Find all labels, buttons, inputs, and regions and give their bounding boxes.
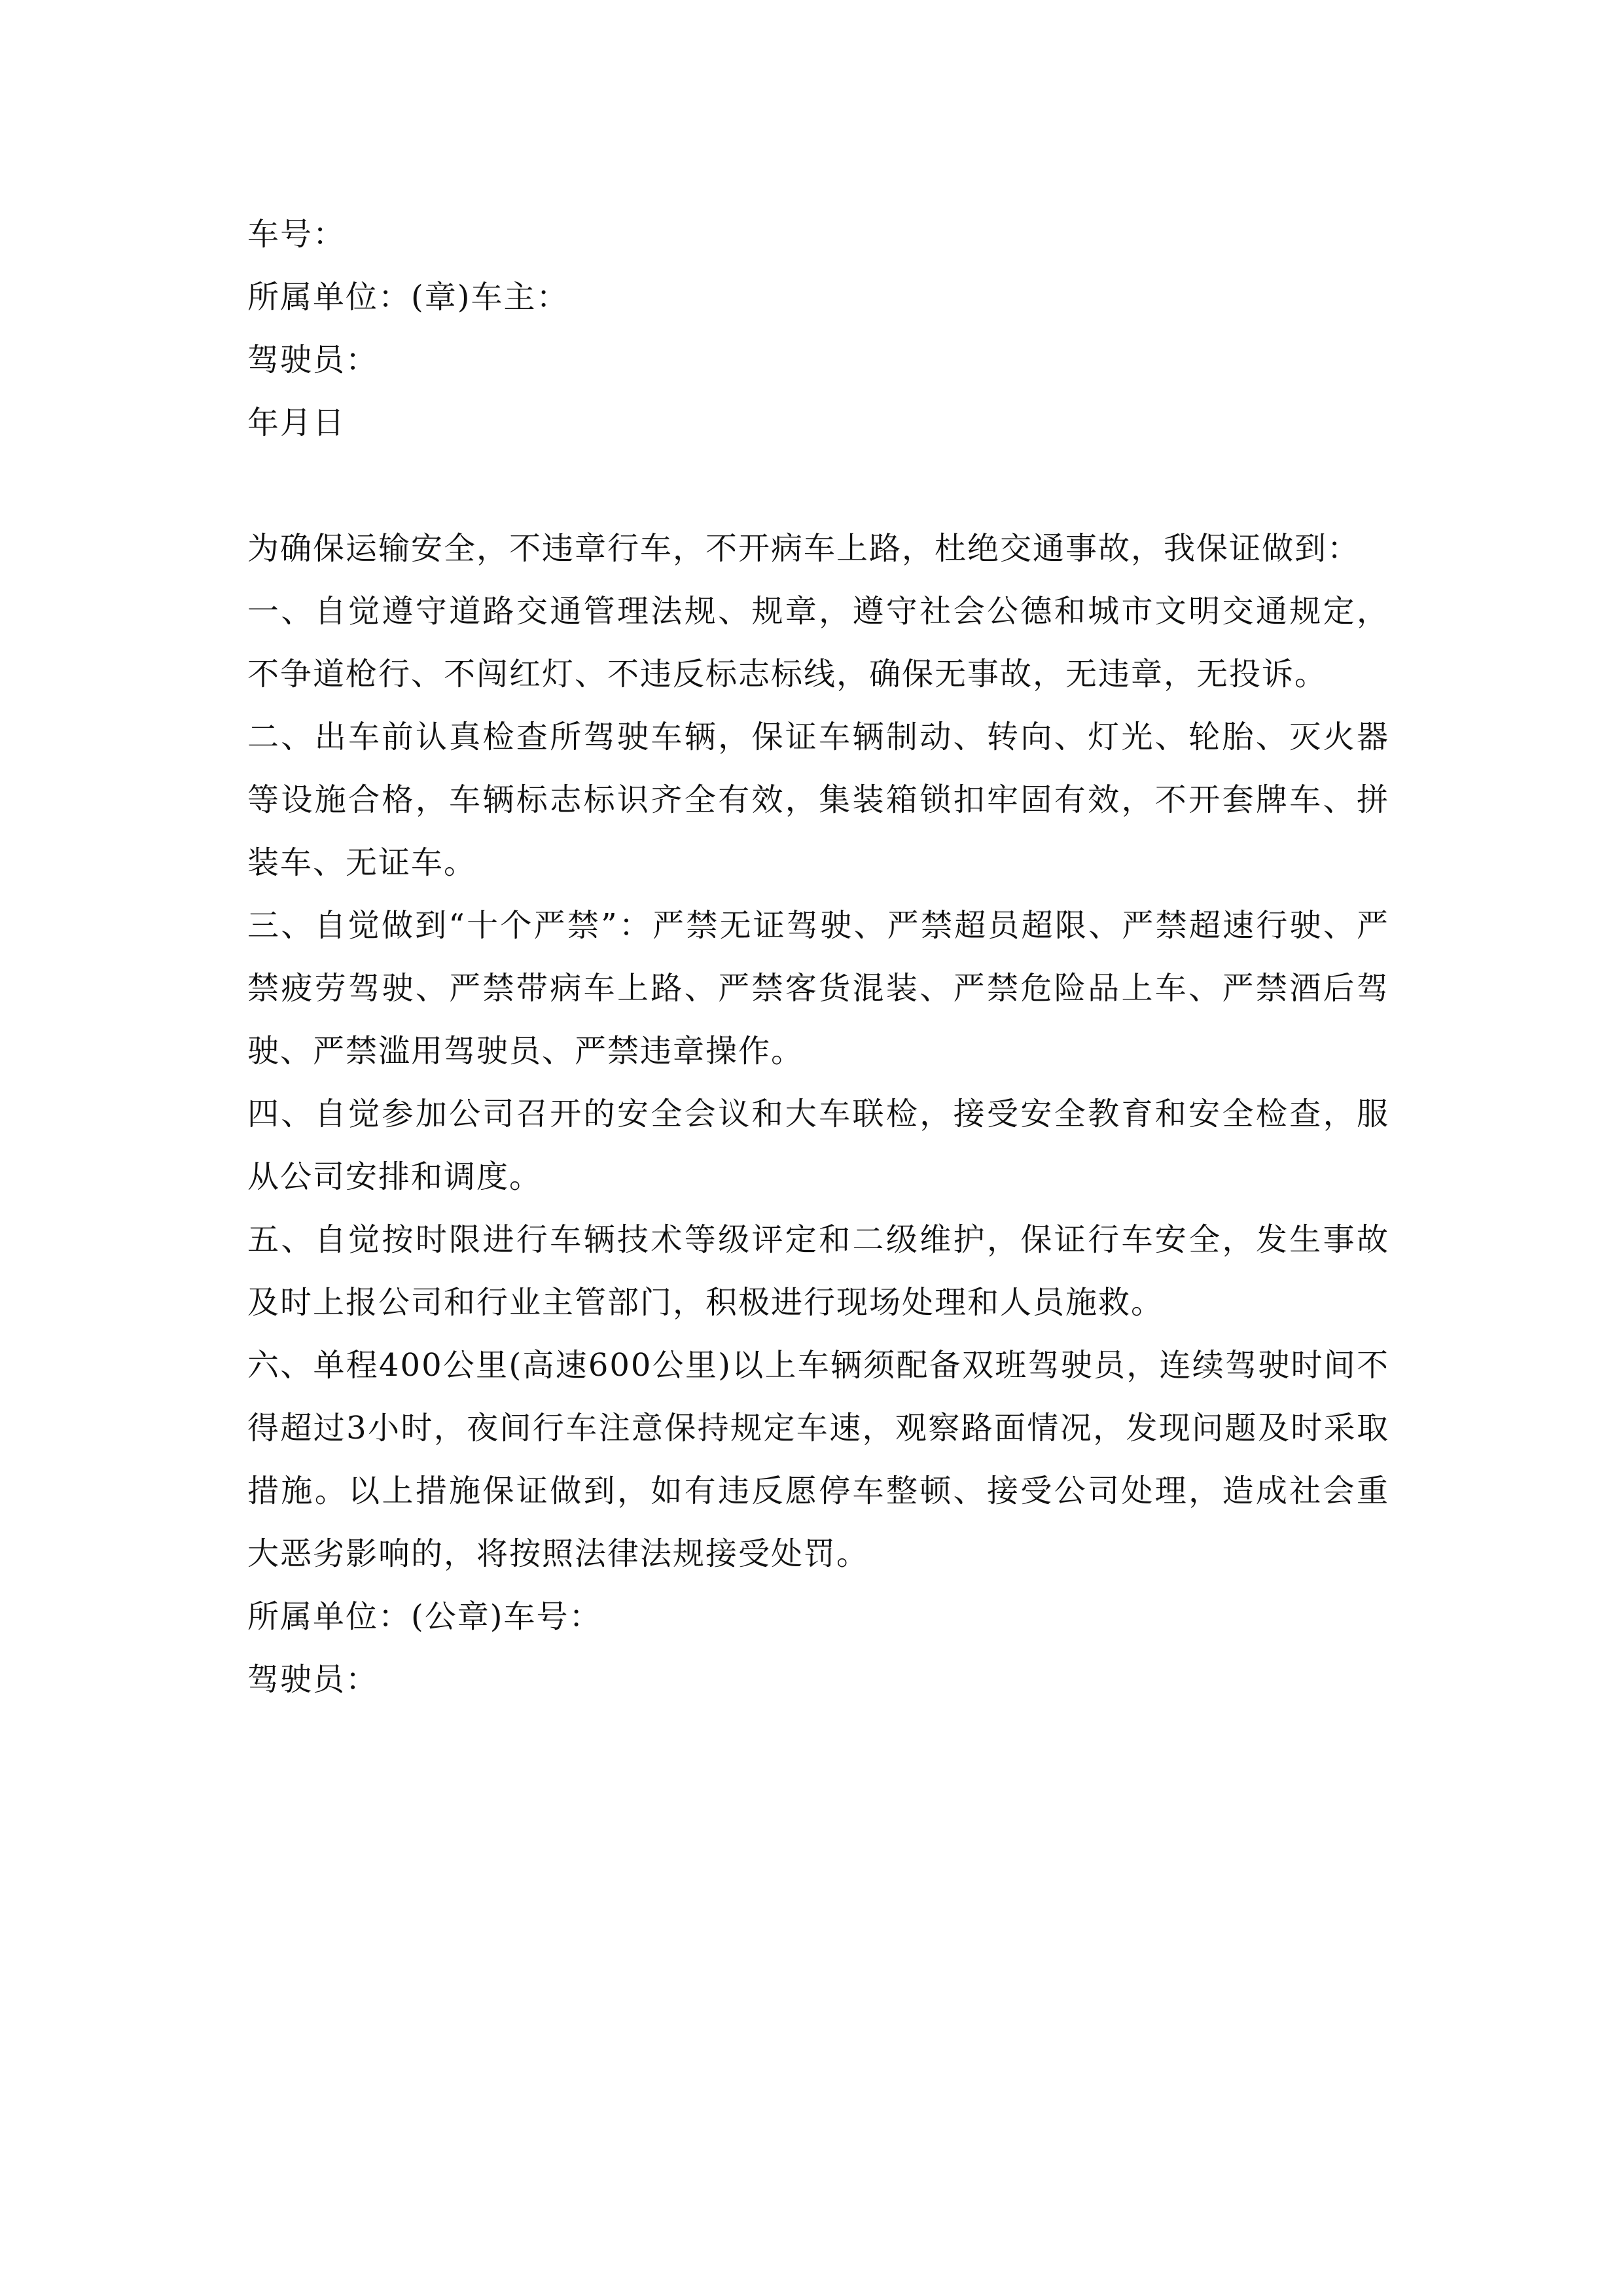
pledge-item-6: 六、单程400公里(高速600公里)以上车辆须配备双班驾驶员，连续驾驶时间不得超过3小时，夜间行车注意保持规定车速，观察路面情况，发现问题及时采取措施。以上措施保证做到，如有违反愿停车整顿、接受公司处理，造成社会重大恶劣影响的，将按照法律法规接受处罚。: [247, 1347, 1389, 1572]
pledge-item-1: 一、自觉遵守道路交通管理法规、规章，遵守社会公德和城市文明交通规定，不争道枪行、不闯红灯、不违反标志标线，确保无事故，无违章，无投诉。: [247, 593, 1389, 692]
driver-field: 驾驶员：: [247, 342, 379, 378]
date-field: 年月日: [247, 404, 346, 441]
pledge-item-4: 四、自觉参加公司召开的安全会议和大车联检，接受安全教育和安全检查，服从公司安排和调度。: [247, 1096, 1389, 1195]
pledge-item-3: 三、自觉做到“十个严禁”：严禁无证驾驶、严禁超员超限、严禁超速行驶、严禁疲劳驾驶、严禁带病车上路、严禁客货混装、严禁危险品上车、严禁酒后驾驶、严禁滥用驾驶员、严禁违章操作。: [247, 907, 1389, 1069]
section-spacer: [247, 454, 1389, 517]
footer-driver-field: 驾驶员：: [247, 1661, 379, 1698]
document-body: [247, 203, 1389, 1711]
pledge-item-5: 五、自觉按时限进行车辆技术等级评定和二级维护，保证行车安全，发生事故及时上报公司和行业主管部门，积极进行现场处理和人员施救。: [247, 1221, 1389, 1321]
pledge-item-2: 二、出车前认真检查所驾驶车辆，保证车辆制动、转向、灯光、轮胎、灭火器等设施合格，车辆标志标识齐全有效，集装箱锁扣牢固有效，不开套牌车、拼装车、无证车。: [247, 719, 1389, 881]
unit-owner-field: 所属单位：(章)车主：: [247, 279, 569, 315]
pledge-intro: 为确保运输安全，不违章行车，不开病车上路，杜绝交通事故，我保证做到：: [247, 530, 1361, 567]
footer-unit-vehicle-field: 所属单位：(公章)车号：: [247, 1598, 602, 1635]
vehicle-number-field: 车号：: [247, 216, 346, 253]
